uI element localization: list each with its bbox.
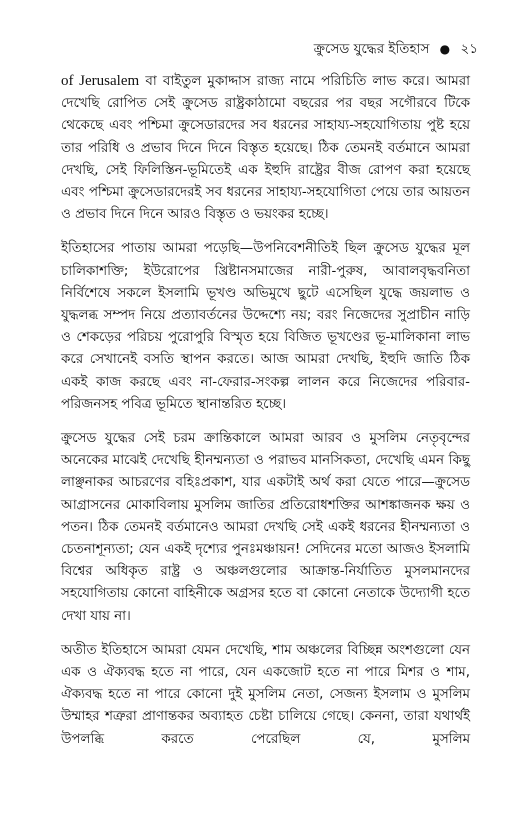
paragraph-1 — [61, 70, 470, 226]
paragraph-1-text: বা বাইতুল মুকাদ্দাস রাজ্য নামে পরিচিতি লাভ করে। আমরা দেখেছি রোপিত সেই ক্রুসেড রাষ্ট্রকাঠামো বছরের পর বছর সগৌরবে টিকে থেকেছে এবং পশ্চিমা ক্রুসেডারদের সব ধরনের সাহায্য-সহযোগিতায় পুষ্ট হয়ে তার পরিধি ও প্রভাব দিনে দিনে বিস্তৃত হয়েছে। ঠিক তেমনই বর্তমানে আমরা দেখছি, সেই ফিলিস্তিন-ভূমিতেই এক ইহুদি রাষ্ট্রের বীজ রোপণ করা হয়েছে এবং পশ্চিমা ক্রুসেডারদেরই সব ধরনের সাহায্য-সহযোগিতা পেয়ে তার আয়তন ও প্রভাব দিনে দিনে আরও বিস্তৃত ও ভয়ংকর হচ্ছে। — [61, 74, 470, 223]
body-text — [61, 70, 470, 763]
running-title: ক্রুসেড যুদ্ধের ইতিহাস — [313, 41, 430, 57]
running-header — [314, 40, 478, 58]
paragraph-2: ইতিহাসের পাতায় আমরা পড়েছি—উপনিবেশনীতিই ছিল ক্রুসেড যুদ্ধের মূল চালিকাশক্তি; ইউরোপের খ্রিষ্টানসমাজের নারী-পুরুষ, আবালবৃদ্ধবনিতা নির্বিশেষে সকলে ইসলামি ভূখণ্ড অভিমুখে ছুটে এসেছিল যুদ্ধে জয়লাভ ও যুদ্ধলব্ধ সম্পদ নিয়ে প্রত্যাবর্তনের উদ্দেশ্যে নয়; বরং নিজেদের সুপ্রাচীন নাড়ি ও শেকড়ের পরিচয় পুরোপুরি বিস্মৃত হয়ে বিজিত ভূখণ্ডের ভূ-মালিকানা লাভ করে সেখানেই বসতি স্থাপন করতে। আজ আমরা দেখছি, ইহুদি জাতি ঠিক একই কাজ করছে এবং না-ফেরার-সংকল্প লালন করে নিজেদের পরিবার-পরিজনসহ পবিত্র ভূমিতে স্থানান্তরিত হচ্ছে। — [61, 241, 470, 412]
page-number: ২১ — [460, 41, 478, 57]
paragraph-3: ক্রুসেড যুদ্ধের সেই চরম ক্রান্তিকালে আমরা আরব ও মুসলিম নেতৃবৃন্দের অনেকের মাঝেই দেখেছি হীনম্মন্যতা ও পরাভব মানসিকতা, দেখেছি এমন কিছু লাঞ্ছনাকর আচরণের বহিঃপ্রকাশ, যার একটাই অর্থ করা যেতে পারে—ক্রুসেড আগ্রাসনের মোকাবিলায় মুসলিম জাতির প্রতিরোধশক্তির আশঙ্কাজনক ক্ষয় ও পতন। ঠিক তেমনই বর্তমানেও আমরা দেখছি সেই একই ধরনের হীনম্মন্যতা ও চেতনাশূন্যতা; যেন একই দৃশ্যের পুনঃমঞ্চায়ন! সেদিনের মতো আজও ইসলামি বিশ্বের অধিকৃত রাষ্ট্র ও অঞ্চলগুলোর আক্রান্ত-নির্যাতিত মুসলমানদের সহযোগিতায় কোনো বাহিনীকে অগ্রসর হতে বা কোনো নেতাকে উদ্যোগী হতে দেখা যায় না। — [61, 431, 470, 624]
header-separator: ● — [439, 42, 451, 56]
latin-lead-text: of Jerusalem — [61, 73, 140, 89]
paragraph-4: অতীত ইতিহাসে আমরা যেমন দেখেছি, শাম অঞ্চলের বিচ্ছিন্ন অংশগুলো যেন এক ও ঐক্যবদ্ধ হতে না পারে, যেন একজোট হতে না পারে মিশর ও শাম, ঐক্যবদ্ধ হতে না পারে কোনো দুই মুসলিম নেতা, সেজন্য ইসলাম ও মুসলিম উম্মাহর শত্রুরা প্রাণান্তকর অব্যাহত চেষ্টা চালিয়ে গেছে। কেননা, তারা যথার্থই উপলব্ধি করতে পেরেছিল যে, মুসলিম — [61, 642, 470, 747]
